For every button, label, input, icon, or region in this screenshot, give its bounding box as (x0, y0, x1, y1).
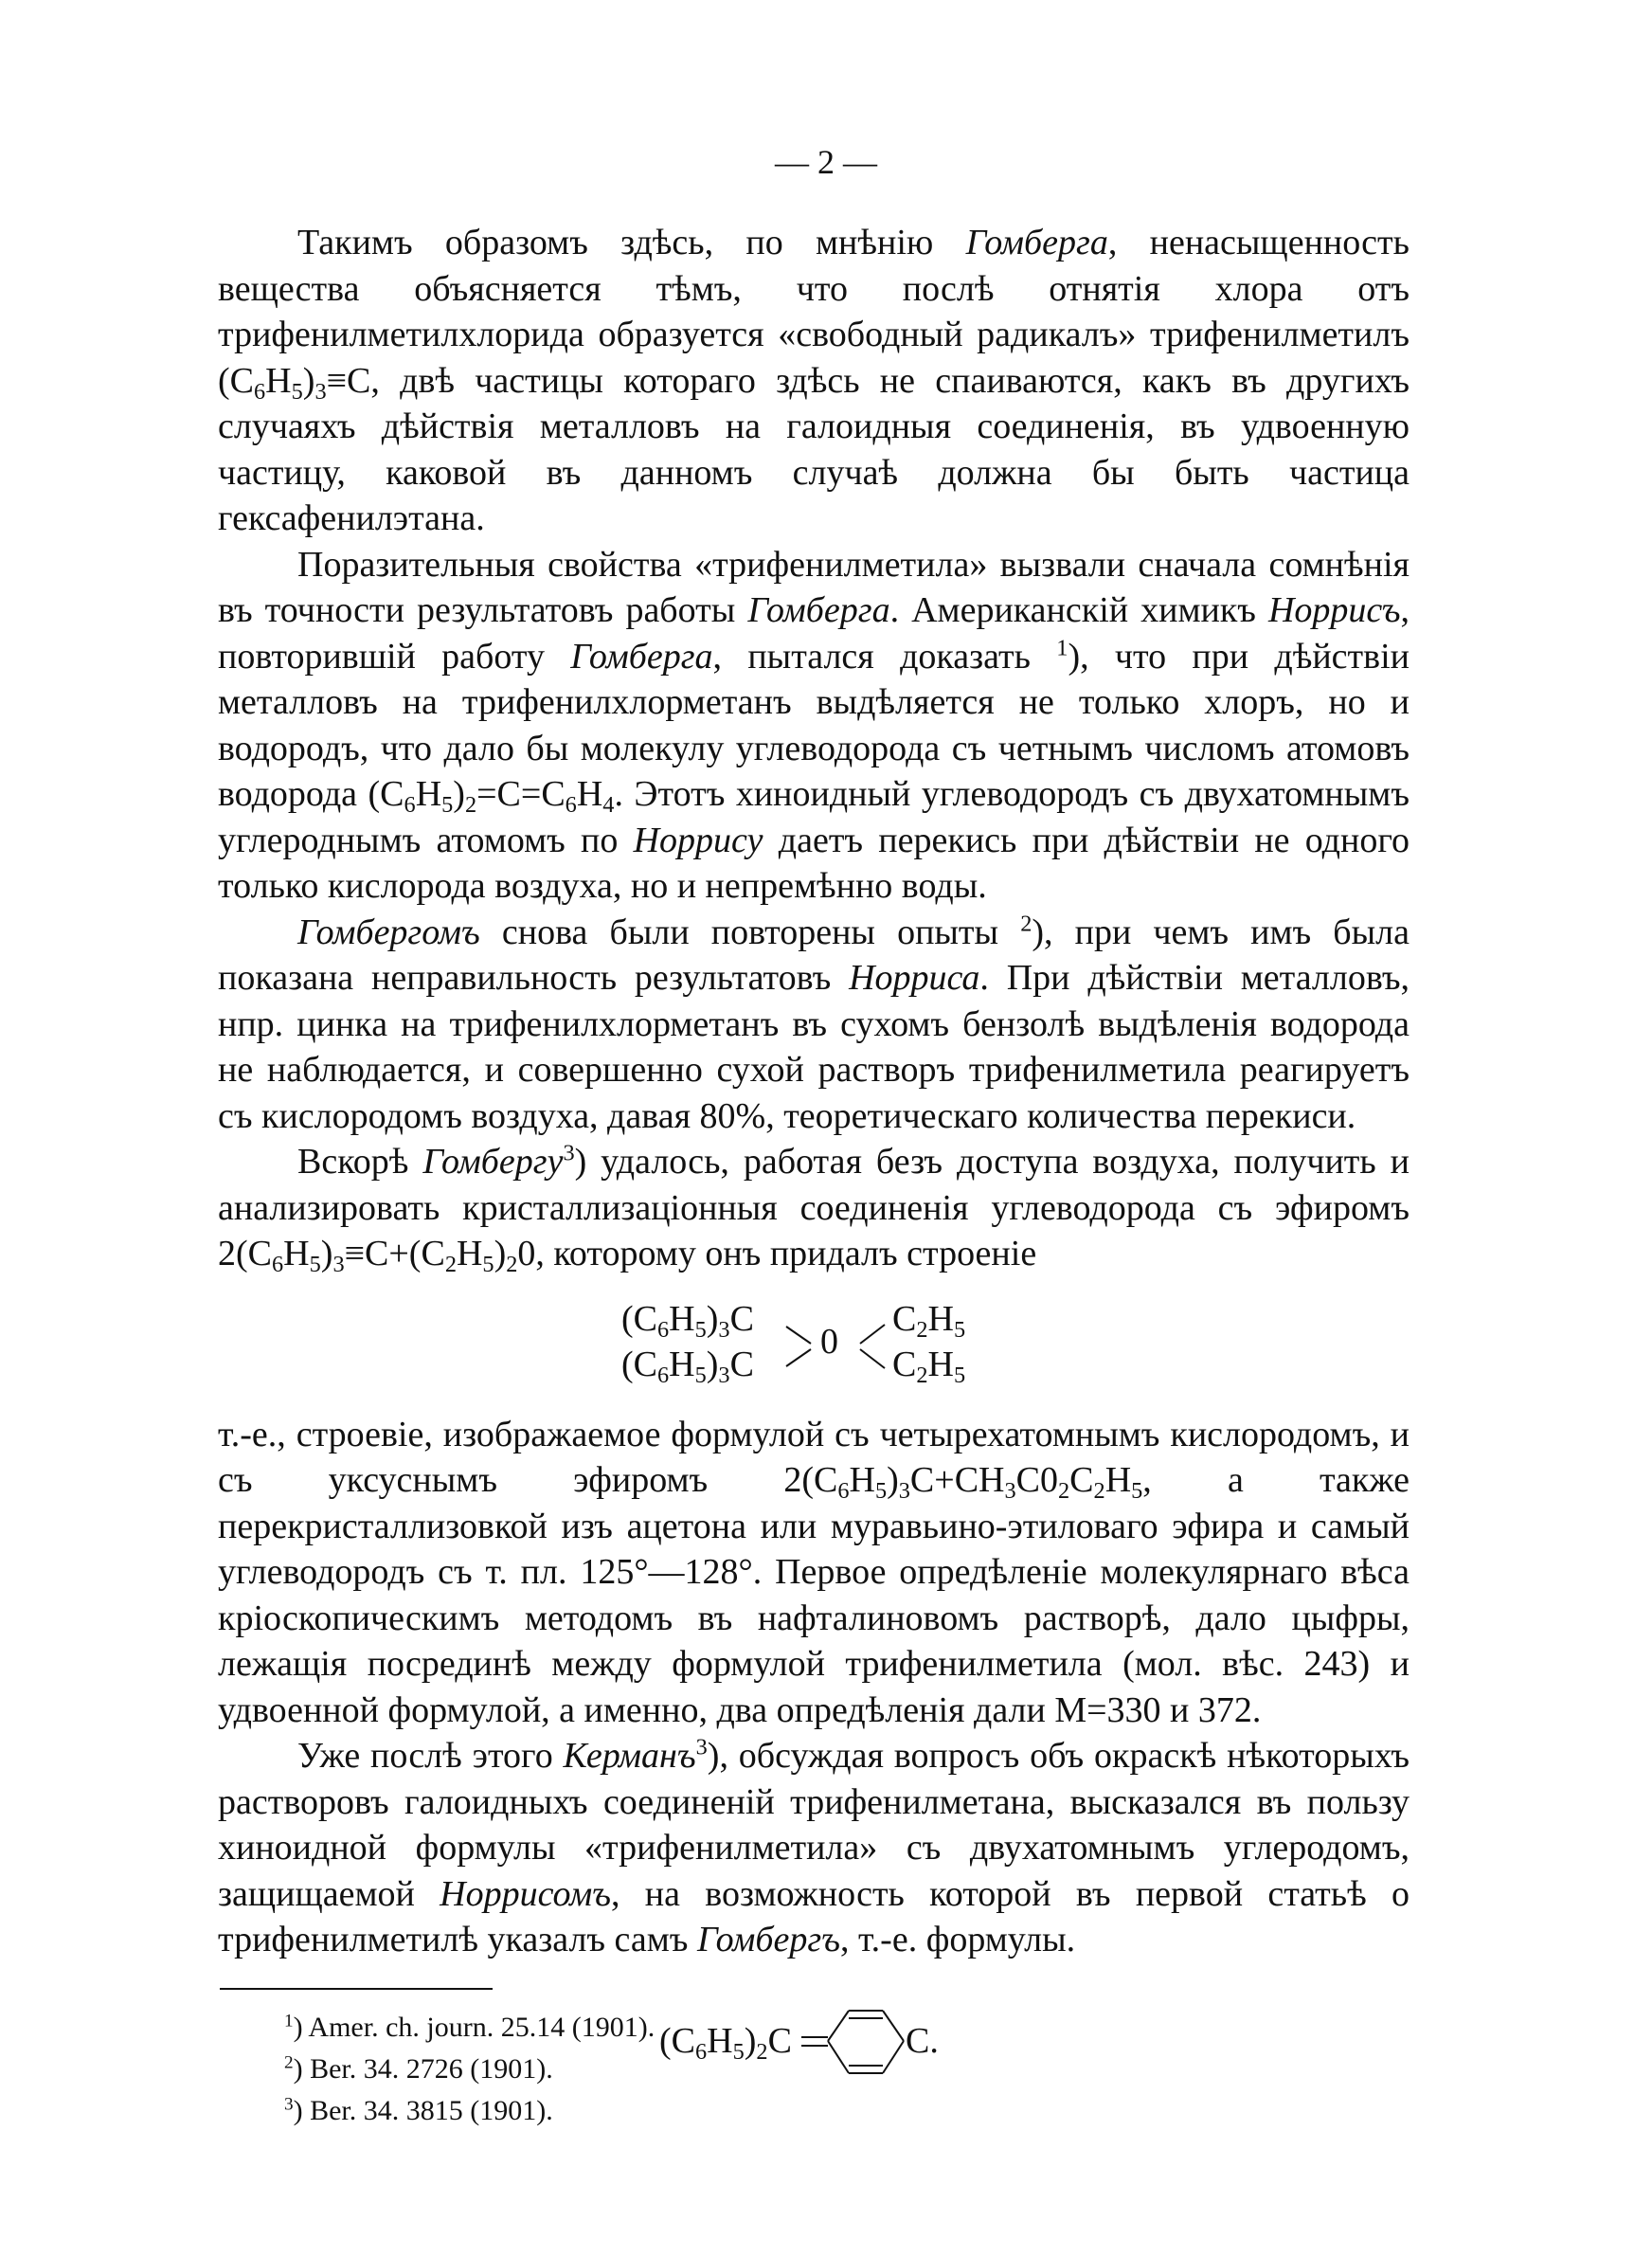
body-text (218, 220, 1410, 2115)
footnote-3: $^3$) Ber. 34. 3815 (1901). (284, 2094, 553, 2126)
author-name: Норрису (633, 820, 763, 860)
footnote-2: $^2$) Ber. 34. 2726 (1901). (284, 2052, 553, 2085)
author-name: Норрисъ (1267, 590, 1401, 630)
oxygen-atom: 0 (820, 1321, 838, 1362)
formula-right-top: $C_2H_5$ (892, 1298, 966, 1343)
author-name: Гомберга (570, 636, 713, 677)
chemical-formula: $C_6H_5)_2=C=C_6H_4$ (380, 774, 615, 818)
formula-left-bottom: $(C_6H_5)_3C$ (621, 1344, 754, 1388)
chemical-formula: $C_6H_5)_3\equiv C+(C_2H_5)_20$ (247, 1234, 536, 1277)
paragraph-4: Вскорѣ Гомбергу$^3$) удалось, работая безъ доступа воздуха, получить и анализировать кристаллизаціонныя соединенія углеводорода съ эфиромъ $2(C_6H_5)_3\equiv C+(C_2H_5)_20$, которому онъ придалъ строеніе (218, 1140, 1410, 1277)
author-name: Гомбергу (422, 1142, 564, 1182)
chemical-formula: $C_6H_5)_3C+CH_3C0_2C_2H_5$ (813, 1460, 1143, 1504)
footnote-ref: 3 (695, 1734, 708, 1760)
paragraph-2: Поразительныя свойства «трифенилметила» вызвали сначала сомнѣнія въ точности результатовъ работы Гомберга. Американскій химикъ Норрисъ, повторившій работу Гомберга, пытался доказать $^1$), что при дѣйствіи металловъ на трифенилхлорметанъ выдѣляется не только хлоръ, но и водородъ, что дало бы молекулу углеводорода съ четнымъ числомъ атомовъ водорода $(C_6H_5)_2=C=C_6H_4$. Этотъ хиноидный углеводородъ съ двухатомнымъ углероднымъ атомомъ по Норрису даетъ перекись при дѣйствіи не одного только кислорода воздуха, но и непремѣнно воды. (218, 544, 1410, 906)
footnote-divider (220, 1988, 493, 1990)
footnote-ref: 1 (1056, 635, 1068, 661)
formula-left-top: $(C_6H_5)_3C$ (621, 1298, 754, 1343)
author-name: Гомберга (747, 590, 890, 630)
author-name: Норриса (849, 958, 980, 998)
footnotes (284, 2007, 655, 2132)
footnote-1: $^1$) Amer. ch. journ. 25.14 (1901). (284, 2011, 655, 2043)
formula-right-bottom: $C_2H_5$ (892, 1344, 966, 1388)
paragraph-1: Такимъ образомъ здѣсь, по мнѣнію Гомберга, ненасыщенность вещества объясняется тѣмъ, что послѣ отнятія хлора отъ трифенилметилхлорида образуется «свободный радикалъ» трифенилметилъ $(C_6H_5)_3\equiv C$, двѣ частицы котораго здѣсь не спаиваются, какъ въ другихъ случаяхъ дѣйствія металловъ на галоидныя соединенія, въ удвоенную частицу, каковой въ данномъ случаѣ должна бы быть частица гексафенилэтана. (218, 223, 1410, 538)
paragraph-5: т.-е., строевіе, изображаемое формулой съ четырехатомнымъ кислородомъ, и съ уксуснымъ эфиромъ $2(C_6H_5)_3C+CH_3C0_2C_2H_5$, а также перекристаллизовкой изъ ацетона или муравьино-этиловаго эфира и самый углеводородъ съ т. пл. 125°—128°. Первое опредѣленіе молекулярнаго вѣса кріоскопическимъ методомъ въ нафталиновомъ растворѣ, дало цыфры, лежащія посрединѣ между формулой трифенилметила (мол. вѣс. 243) и удвоенной формулой, а именно, два опредѣленія дали M=330 и 372. (218, 1414, 1410, 1730)
paragraph-3: Гомбергомъ снова были повторены опыты $^2$), при чемъ имъ была показана неправильность результатовъ Норриса. При дѣйствіи металловъ, нпр. цинка на трифенилхлорметанъ въ сухомъ бензолѣ выдѣленія водорода не наблюдается, и совершенно сухой растворъ трифенилметила реагируетъ съ кислородомъ воздуха, давая 80%, теоретическаго количества перекиси. (218, 911, 1410, 1136)
page-number: — 2 — (775, 143, 877, 181)
ether-structure-formula (218, 1277, 1410, 1412)
chemical-formula: $C_6H_5)_3\equiv C$, (229, 360, 380, 405)
bond-lines (782, 1300, 896, 1391)
author-name: Гомбергомъ (297, 912, 480, 952)
author-name: Керманъ (563, 1736, 696, 1776)
author-name: Гомбергъ (696, 1920, 840, 1959)
formula-diphenyl-part: $(C_6H_5)_2C$ (659, 2020, 792, 2065)
formula-carbon-end: C. (906, 2020, 939, 2061)
paragraph-6: Уже послѣ этого Керманъ$^3$), обсуждая вопросъ объ окраскѣ нѣкоторыхъ растворовъ галоидныхъ соединеній трифенилметана, высказался въ пользу хиноидной формулы «трифенилметила» съ двухатомнымъ углеродомъ, защищаемой Норрисомъ, на возможность которой въ первой статьѣ о трифенилметилѣ указалъ самъ Гомбергъ, т.-е. формулы. (218, 1734, 1410, 1959)
author-name: Норрисомъ (440, 1873, 612, 1914)
author-name: Гомберга (965, 223, 1108, 262)
footnote-ref: 3 (563, 1140, 575, 1166)
quinoid-ring (799, 2001, 921, 2086)
footnote-ref: 2 (1020, 911, 1032, 937)
